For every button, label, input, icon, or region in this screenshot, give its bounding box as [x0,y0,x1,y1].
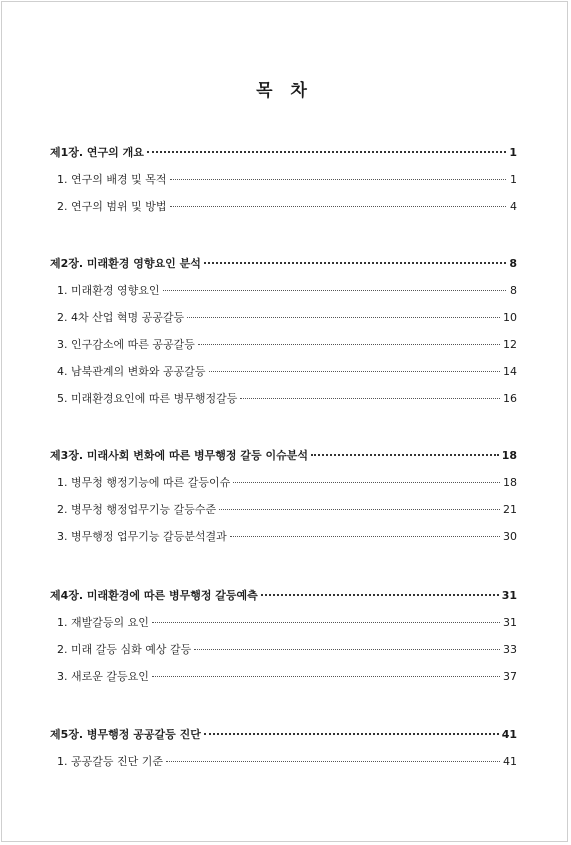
toc-section-entry[interactable] [50,501,517,528]
page-number: 41 [501,728,517,741]
leader-dots [194,649,500,650]
toc-chapter-3 [50,447,517,555]
chapter-title: 제5장. 병무행정 공공갈등 진단 [50,728,201,741]
leader-dots [152,622,500,623]
leader-dots [233,482,500,483]
toc-chapter-4 [50,587,517,695]
leader-dots [261,594,499,596]
page-number: 10 [503,311,517,324]
page-number: 31 [503,616,517,629]
section-title: 1. 공공갈등 진단 기준 [57,755,163,768]
page-number: 8 [510,284,517,297]
page-number: 21 [503,503,517,516]
page-number: 4 [510,200,517,213]
page-number: 33 [503,643,517,656]
toc-chapter-entry[interactable] [50,587,517,614]
section-title: 2. 병무청 행정업무기능 갈등수준 [57,503,217,516]
section-title: 1. 병무청 행정기능에 따른 갈등이슈 [57,476,231,489]
section-title: 4. 남북관계의 변화와 공공갈등 [57,365,206,378]
toc-section-entry[interactable] [50,336,517,363]
toc-section-entry[interactable] [50,390,517,417]
page-number: 8 [509,257,517,270]
toc-section-entry[interactable] [50,641,517,668]
section-title: 1. 연구의 배경 및 목적 [57,173,167,186]
leader-dots [170,179,507,180]
section-title: 1. 재발갈등의 요인 [57,616,149,629]
toc-section-entry[interactable] [50,668,517,695]
page-number: 16 [503,392,517,405]
toc-chapter-entry[interactable] [50,144,517,171]
toc-section-entry[interactable] [50,474,517,501]
section-title: 3. 병무행정 업무기능 갈등분석결과 [57,530,227,543]
section-title: 3. 새로운 갈등요인 [57,670,149,683]
page-number: 41 [503,755,517,768]
chapter-title: 제3장. 미래사회 변화에 따른 병무행정 갈등 이슈분석 [50,449,308,462]
page-number: 18 [501,449,517,462]
toc-section-entry[interactable] [50,282,517,309]
section-title: 5. 미래환경요인에 따른 병무행정갈등 [57,392,238,405]
toc-section-entry[interactable] [50,198,517,225]
chapter-title: 제2장. 미래환경 영향요인 분석 [50,257,201,270]
leader-dots [147,151,506,153]
toc-page [1,1,568,842]
page-number: 14 [503,365,517,378]
section-title: 2. 4차 산업 혁명 공공갈등 [57,311,185,324]
page-number: 18 [503,476,517,489]
toc-chapter-entry[interactable] [50,255,517,282]
page-number: 31 [501,589,517,602]
page-number: 1 [509,146,517,159]
toc-section-entry[interactable] [50,171,517,198]
chapter-title: 제4장. 미래환경에 따른 병무행정 갈등예측 [50,589,258,602]
leader-dots [230,536,500,537]
leader-dots [209,371,501,372]
leader-dots [166,761,500,762]
toc-chapter-5 [50,726,517,780]
section-title: 1. 미래환경 영향요인 [57,284,160,297]
toc-chapter-entry[interactable] [50,726,517,753]
toc-section-entry[interactable] [50,363,517,390]
toc-chapter-1 [50,144,517,225]
toc-section-entry[interactable] [50,614,517,641]
section-title: 3. 인구감소에 따른 공공갈등 [57,338,195,351]
section-title: 2. 미래 갈등 심화 예상 갈등 [57,643,192,656]
page-number: 30 [503,530,517,543]
page-number: 37 [503,670,517,683]
toc-section-entry[interactable] [50,309,517,336]
leader-dots [204,262,506,264]
toc-section-entry[interactable] [50,753,517,780]
leader-dots [163,290,507,291]
section-title: 2. 연구의 범위 및 방법 [57,200,167,213]
leader-dots [240,398,500,399]
chapter-title: 제1장. 연구의 개요 [50,146,144,159]
leader-dots [219,509,500,510]
leader-dots [187,317,500,318]
toc-chapter-entry[interactable] [50,447,517,474]
toc-chapter-2 [50,255,517,417]
page-number: 1 [510,173,517,186]
page-title: 목 차 [256,81,313,101]
leader-dots [311,454,499,456]
leader-dots [198,344,500,345]
leader-dots [204,733,499,735]
leader-dots [152,676,500,677]
leader-dots [170,206,507,207]
page-number: 12 [503,338,517,351]
toc-section-entry[interactable] [50,528,517,555]
